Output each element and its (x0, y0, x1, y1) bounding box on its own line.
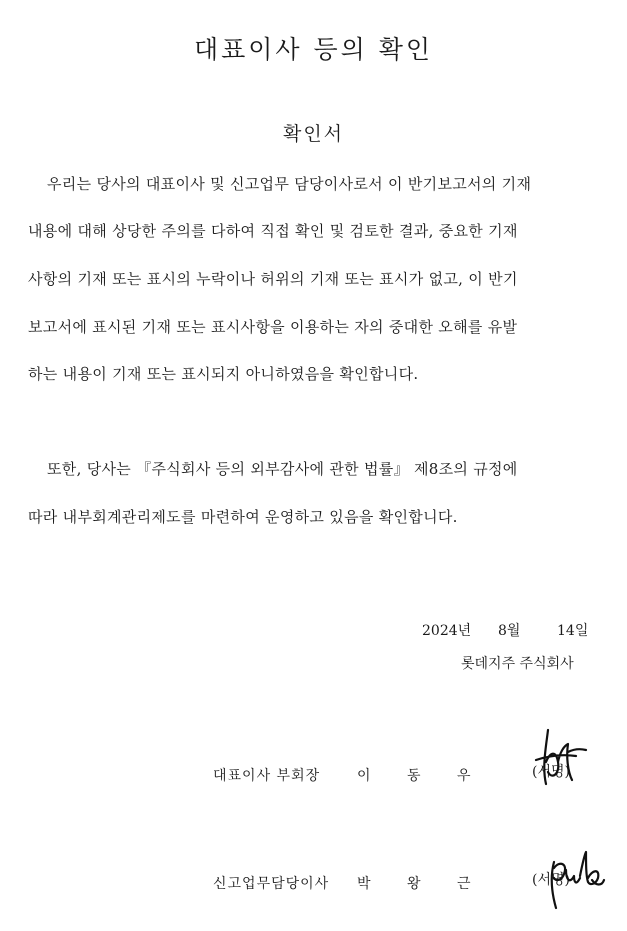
date-year: 2024년 (422, 623, 472, 639)
signatory1-seal-label: (서명) (532, 764, 570, 780)
date-day: 14일 (557, 623, 589, 639)
paragraph1-line-1: 우리는 당사의 대표이사 및 신고업무 담당이사로서 이 반기보고서의 기재 (47, 175, 532, 193)
signatory2-name: 박 왕 근 (357, 876, 487, 892)
paragraph1-line-5: 하는 내용이 기재 또는 표시되지 아니하였음을 확인합니다. (28, 365, 419, 383)
company-name: 롯데지주 주식회사 (461, 656, 574, 672)
date-month: 8월 (498, 623, 521, 639)
signature-2-image (540, 842, 610, 912)
paragraph1-line-3: 사항의 기재 또는 표시의 누락이나 허위의 기재 또는 표시가 없고, 이 반기 (28, 270, 518, 288)
document-title: 대표이사 등의 확인 (193, 35, 434, 64)
document-subtitle: 확인서 (282, 123, 345, 145)
signatory2-title: 신고업무담당이사 (213, 876, 330, 892)
signature-1-image (528, 722, 598, 792)
signatory2-seal-label: (서명) (532, 872, 570, 888)
paragraph2-line-2: 따라 내부회계관리제도를 마련하여 운영하고 있음을 확인합니다. (28, 508, 458, 526)
paragraph1-line-2: 내용에 대해 상당한 주의를 다하여 직접 확인 및 검토한 결과, 중요한 기재 (28, 222, 518, 240)
paragraph2-line-1: 또한, 당사는 『주식회사 등의 외부감사에 관한 법률』 제8조의 규정에 (47, 460, 518, 478)
signatory1-name: 이 동 우 (357, 768, 487, 784)
paragraph1-line-4: 보고서에 표시된 기재 또는 표시사항을 이용하는 자의 중대한 오해를 유발 (28, 318, 518, 336)
signatory1-title: 대표이사 부회장 (213, 768, 321, 784)
